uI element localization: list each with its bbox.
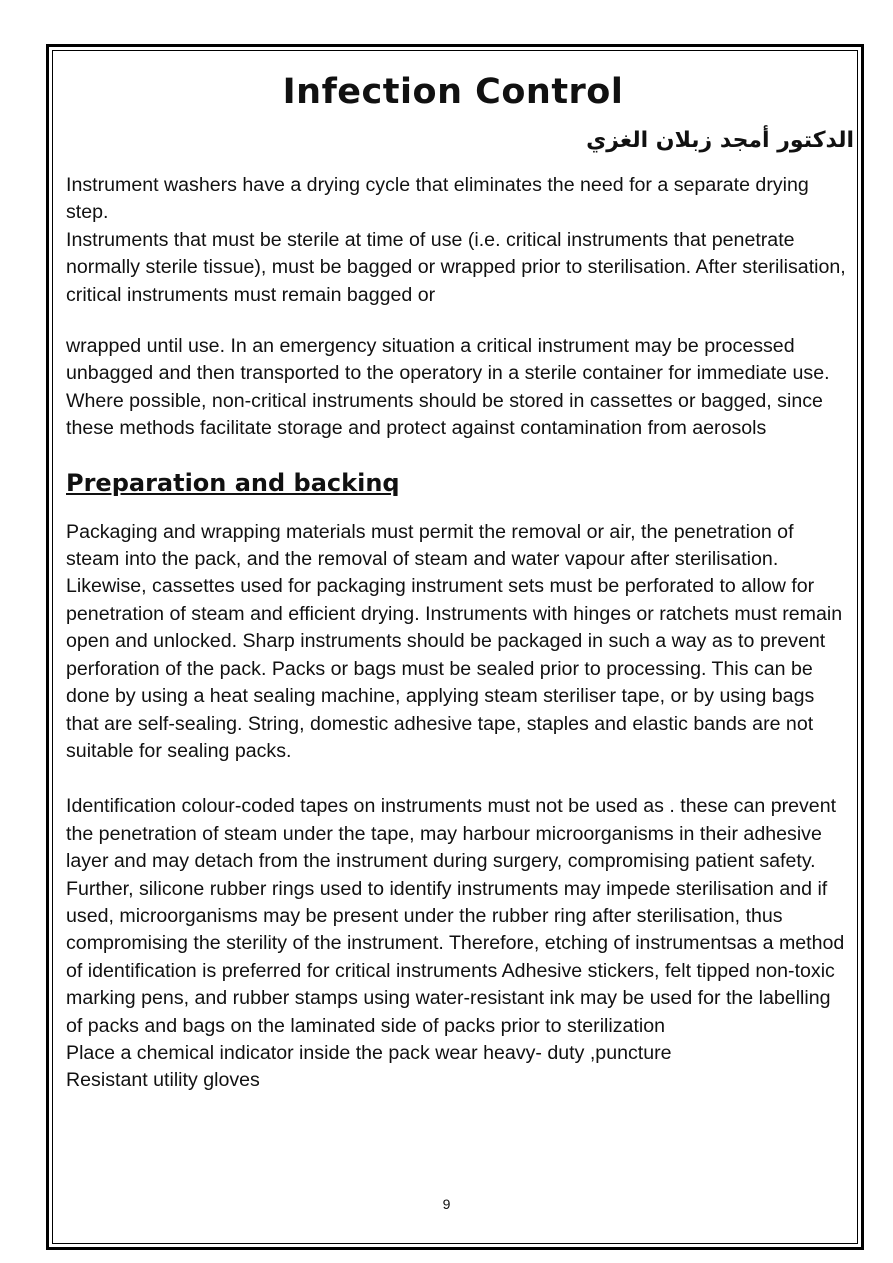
page-title: Infection Control — [282, 72, 624, 112]
paragraph-wrapped-until-use: wrapped until use. In an emergency situation a critical instrument may be processed unbagged and then transported to the operatory in a sterile container for immediate use. Where possible, non-critical instruments should be stored in cassettes or bagged, since these methods facilitate storage and protect against contamination from aerosols — [66, 335, 830, 440]
author-name: الدكتور أمجد زبلان الغزي — [586, 128, 854, 153]
paragraph-drying-cycle: Instrument washers have a drying cycle that eliminates the need for a separate drying step. — [66, 174, 809, 224]
page-number: 9 — [442, 1196, 451, 1212]
paragraph-identification: Identification colour-coded tapes on instruments must not be used as . these can prevent the penetration of steam under the tape, may harbour microorganisms in their adhesive layer and may detach from the instrument during surgery, compromising patient safety. Further, silicone rubber rings used to identify instruments may impede sterilisation and if used, microorganisms may be present under the rubber ring after sterilisation, thus compromising the sterility of the instrument. Therefore, etching of instrumentsas a method of identification is preferred for critical instruments Adhesive stickers, felt tipped non-toxic marking pens, and rubber stamps using water-resistant ink may be used for the labelling of packs and bags on the laminated side of packs prior to sterilization — [66, 795, 845, 1037]
paragraph-packaging: Packaging and wrapping materials must permit the removal or air, the penetration of steam into the pack, and the removal of steam and water vapour after sterilisation. Likewise, cassettes used for packaging instrument sets must be perforated to allow for penetration of steam and efficient drying. Instruments with hinges or ratchets must remain open and unlocked. Sharp instruments should be packaged in such a way as to prevent perforation of the pack. Packs or bags must be sealed prior to processing. This can be done by using a heat sealing machine, applying steam steriliser tape, or by using bags that are self-sealing. String, domestic adhesive tape, staples and elastic bands are not suitable for sealing packs. — [66, 520, 843, 762]
paragraph-critical-instruments: Instruments that must be sterile at time of use (i.e. critical instruments that penetrate normally sterile tissue), must be bagged or wrapped prior to sterilisation. After sterilisation, critical instruments must remain bagged or — [66, 228, 846, 306]
paragraph-chemical-indicator: Place a chemical indicator inside the pack wear heavy- duty ,puncture — [66, 1041, 672, 1064]
section-heading: Preparation and backinq — [66, 468, 400, 497]
page-content — [66, 64, 854, 1095]
paragraph-utility-gloves: Resistant utility gloves — [66, 1069, 260, 1092]
